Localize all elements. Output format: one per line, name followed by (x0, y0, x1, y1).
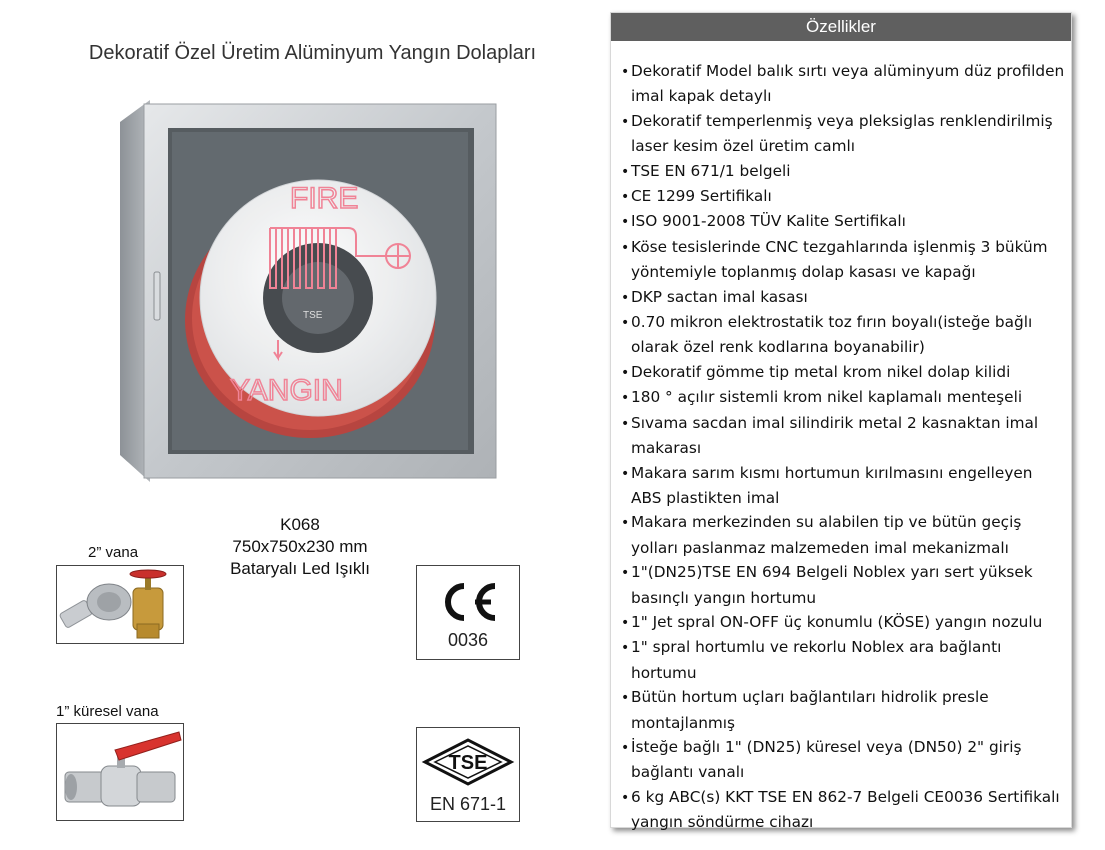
feature-item (621, 685, 1065, 735)
bullet-icon: • (621, 614, 630, 631)
door-handle (154, 272, 160, 320)
feature-text: 1" spral hortumlu ve rekorlu Noblex ara bağlantı hortumu (631, 638, 1002, 682)
feature-item (621, 610, 1065, 635)
feature-item (621, 785, 1065, 835)
model-dimensions: 750x750x230 mm (232, 537, 368, 556)
tse-certificate (416, 727, 520, 822)
feature-text: Makara merkezinden su alabilen tip ve bütün geçiş yolları paslanmaz malzemeden imal mekanizmalı (631, 513, 1022, 557)
tse-mark-text: TSE (448, 752, 488, 774)
ce-mark-icon (417, 574, 519, 634)
bullet-icon: • (621, 315, 630, 332)
ce-number: 0036 (447, 630, 489, 650)
ball-valve-image (56, 723, 184, 821)
feature-text: CE 1299 Sertifikalı (631, 187, 772, 206)
feature-text: Bütün hortum uçları bağlantıları hidrolik presle montajlanmış (631, 688, 989, 732)
door-text-fire: FIRE (290, 182, 359, 215)
feature-text: 1"(DN25)TSE EN 694 Belgeli Noblex yarı sert yüksek basınçlı yangın hortumu (631, 563, 1033, 607)
feature-text: İsteğe bağlı 1" (DN25) küresel veya (DN50) 2" giriş bağlantı vanalı (631, 737, 1022, 782)
bullet-icon: • (621, 214, 630, 231)
feature-list (621, 59, 1065, 835)
fire-cabinet-image (120, 100, 500, 482)
feature-text: ISO 9001-2008 TÜV Kalite Sertifikalı (631, 212, 906, 231)
feature-text: Makara sarım kısmı hortumun kırılmasını engelleyen ABS plastikten imal (631, 463, 1033, 507)
tse-standard: EN 671-1 (429, 794, 507, 814)
ball-valve-icon (57, 724, 183, 820)
feature-text: Dekoratif temperlenmiş veya pleksiglas renklendirilmiş laser kesim özel üretim camlı (631, 111, 1053, 156)
feature-item (621, 461, 1065, 511)
feature-text: 1" Jet spral ON-OFF üç konumlu (KÖSE) yangın nozulu (631, 612, 1043, 631)
bullet-icon: • (621, 565, 630, 582)
feature-item (621, 735, 1065, 785)
feature-item (621, 184, 1065, 209)
bullet-icon: • (621, 415, 630, 432)
feature-text: Dekoratif Model balık sırtı veya alüminyum düz profilden imal kapak detaylı (631, 62, 1065, 106)
reel-badge: TSE (303, 310, 323, 321)
valve-2in-caption: 2” vana (88, 544, 139, 561)
bullet-icon: • (621, 390, 630, 407)
bullet-icon: • (621, 64, 630, 80)
features-header: Özellikler (611, 13, 1071, 41)
features-panel (610, 12, 1072, 832)
page-title: Dekoratif Özel Üretim Alüminyum Yangın Dolapları (88, 42, 537, 64)
feature-text: 0.70 mikron elektrostatik toz fırın boyalı(isteğe bağlı olarak özel renk kodlarına boyanabilir) (631, 313, 1033, 357)
model-info (200, 514, 400, 580)
feature-text: TSE EN 671/1 belgeli (631, 161, 791, 180)
feature-item (621, 285, 1065, 310)
feature-text: 6 kg ABC(s) KKT TSE EN 862-7 Belgeli CE0036 Sertifikalı yangın söndürme cihazı (631, 787, 1060, 832)
bullet-icon: • (621, 289, 630, 306)
feature-text: Dekoratif gömme tip metal krom nikel dolap kilidi (631, 362, 1011, 381)
feature-text: Köse tesislerinde CNC tezgahlarında işlenmiş 3 büküm yöntemiyle toplanmış dolap kasası ve kapağı (631, 237, 1048, 282)
feature-item (621, 235, 1065, 285)
door-text-yangin: YANGIN (230, 374, 343, 407)
valve-2in-image (56, 565, 184, 644)
bullet-icon: • (621, 789, 630, 806)
bullet-icon: • (621, 465, 630, 482)
feature-item (621, 510, 1065, 560)
bullet-icon: • (621, 189, 630, 206)
feature-item (621, 385, 1065, 410)
feature-item (621, 159, 1065, 184)
feature-item (621, 59, 1065, 109)
feature-text: DKP sactan imal kasası (631, 287, 808, 306)
bullet-icon: • (621, 739, 630, 756)
model-code: K068 (280, 515, 320, 534)
feature-item (621, 360, 1065, 385)
feature-item (621, 635, 1065, 685)
feature-text: Sıvama sacdan imal silindirik metal 2 kasnaktan imal makarası (631, 413, 1039, 458)
bullet-icon: • (621, 640, 630, 657)
feature-item (621, 109, 1065, 159)
model-feature: Bataryalı Led Işıklı (230, 559, 370, 578)
ball-valve-caption: 1” küresel vana (56, 703, 159, 720)
bullet-icon: • (621, 515, 630, 532)
feature-item (621, 310, 1065, 360)
bullet-icon: • (621, 690, 630, 707)
ce-certificate (416, 565, 520, 660)
feature-item (621, 209, 1065, 234)
bullet-icon: • (621, 113, 630, 130)
bullet-icon: • (621, 163, 630, 180)
angle-valve-icon (57, 566, 183, 643)
feature-item (621, 560, 1065, 610)
feature-item (621, 411, 1065, 461)
bullet-icon: • (621, 364, 630, 381)
feature-text: 180 ° açılır sistemli krom nikel kaplamalı menteşeli (631, 388, 1023, 407)
tse-mark-icon (417, 732, 519, 792)
bullet-icon: • (621, 239, 630, 256)
